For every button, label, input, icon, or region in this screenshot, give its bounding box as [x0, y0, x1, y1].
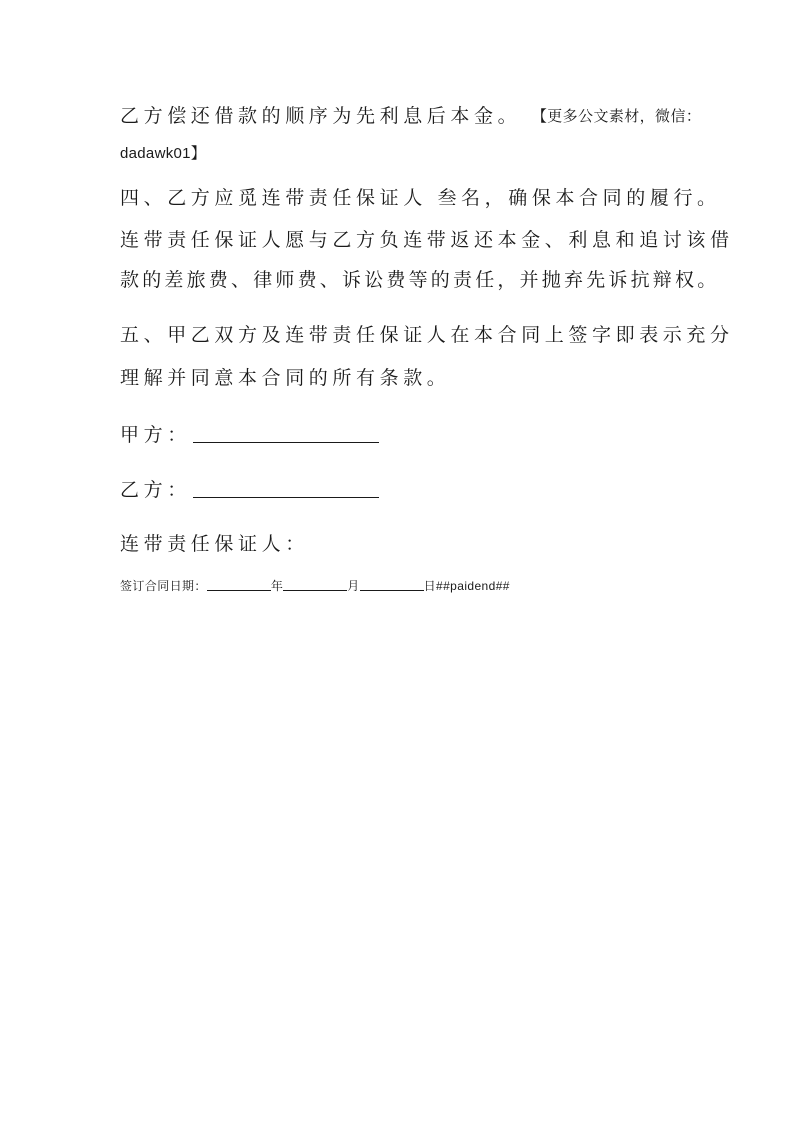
contract-date-line [120, 578, 510, 594]
repayment-order-text: 乙方偿还借款的顺序为先利息后本金。 [120, 105, 522, 127]
promo-note-continued: dadawk01】 [120, 145, 207, 162]
year-label: 年 [270, 579, 284, 593]
repayment-order-line [120, 104, 701, 129]
month-label: 月 [347, 579, 360, 593]
party-a-label: 甲方： [120, 424, 191, 446]
clause-5-line-2: 理解并同意本合同的所有条款。 [120, 367, 451, 389]
date-label: 签订合同日期： [120, 579, 207, 593]
clause-4-line-2: 连带责任保证人愿与乙方负连带返还本金、利息和追讨该借 [120, 229, 734, 251]
party-b-label: 乙方： [120, 479, 191, 501]
clause-5-line-1: 五、甲乙双方及连带责任保证人在本合同上签字即表示充分 [120, 324, 734, 346]
party-b-signature [120, 478, 379, 502]
end-marker: ##paidend## [436, 579, 510, 593]
year-blank[interactable] [207, 579, 271, 591]
guarantor-signature [120, 532, 309, 556]
party-b-signature-blank[interactable] [193, 479, 379, 498]
party-a-signature [120, 423, 379, 447]
guarantor-label: 连带责任保证人： [120, 533, 309, 555]
promo-note: 【更多公文素材，微信： [531, 108, 702, 125]
month-blank[interactable] [283, 579, 347, 591]
clause-4-line-1: 四、乙方应觅连带责任保证人 叁名，确保本合同的履行。 [120, 187, 721, 209]
party-a-signature-blank[interactable] [193, 424, 379, 443]
day-blank[interactable] [360, 579, 424, 591]
clause-4-line-3: 款的差旅费、律师费、诉讼费等的责任，并抛弃先诉抗辩权。 [120, 269, 720, 291]
day-label: 日 [423, 579, 437, 593]
